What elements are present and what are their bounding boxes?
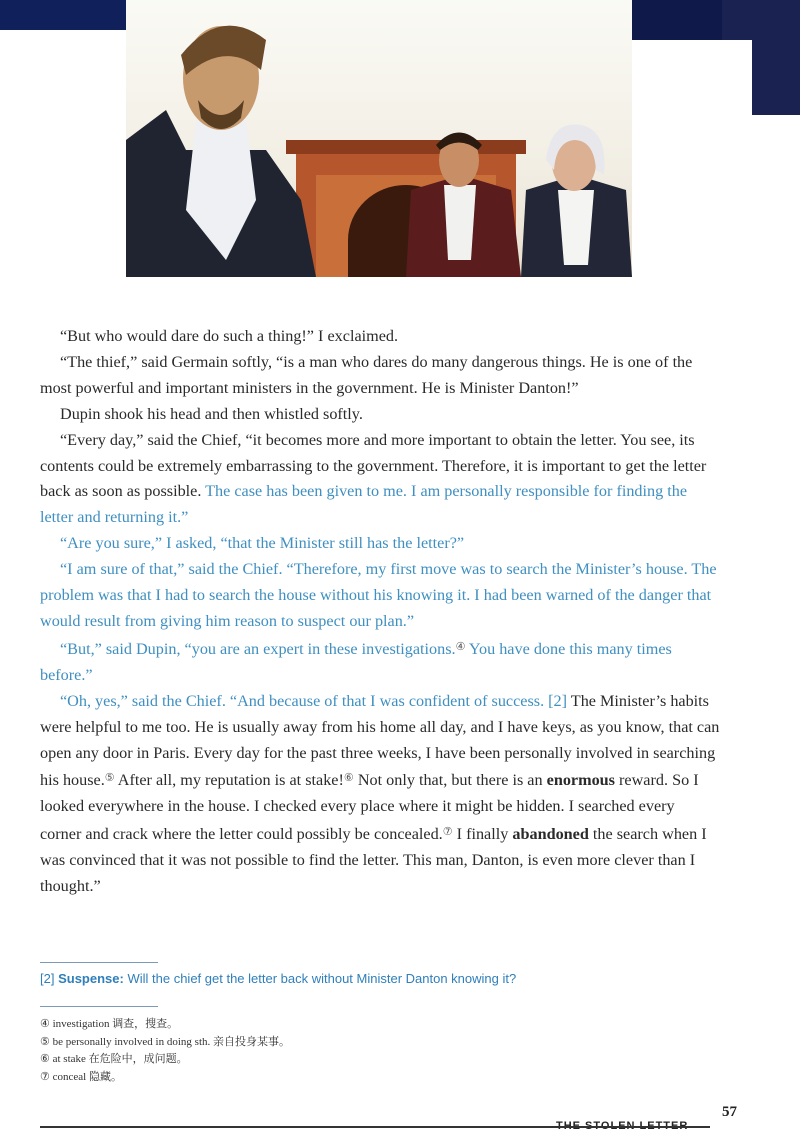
footnote-marker: ⑥ [343, 772, 354, 785]
suspense-label: Suspense: [58, 971, 124, 986]
footnote-marker: ④ [455, 640, 466, 653]
footnote: ④ investigation 调查，搜查。 [40, 1018, 179, 1030]
footer-rule [40, 1126, 710, 1128]
footnote: ⑥ at stake 在危险中，成问题。 [40, 1053, 188, 1065]
suspense-question: Will the chief get the letter back without Minister Danton knowing it? [127, 971, 517, 986]
vocab-word: abandoned [512, 825, 589, 844]
paragraph: “The thief,” said Germain softly, “is a man who dares do many dangerous things. He is one of the most powerful and important ministers in the government. He is Minister Danton!” [40, 352, 693, 397]
footnote-marker: ⑤ [104, 772, 115, 785]
footnotes [40, 1016, 540, 1086]
illustration-graphic [126, 0, 632, 277]
footnote-marker: ⑦ [442, 826, 453, 839]
vocab-word: enormous [546, 771, 615, 790]
footnote: ⑤ be personally involved in doing sth. 亲自投身某事。 [40, 1035, 291, 1048]
suspense-ref: [2] [40, 971, 55, 986]
paragraph: “But who would dare do such a thing!” I exclaimed. [60, 327, 399, 345]
story-illustration [126, 0, 632, 277]
corner-decoration-right [632, 0, 722, 40]
paragraph: “Every day,” said the Chief, “it becomes more and more important to obtain the letter. You see, its contents could be extremely embarrassing to the government. Therefore, it is important to get the letter back as soon as possible. The case has been given to me. I am personally responsible for finding the letter and returning it.” [40, 430, 707, 527]
corner-decoration-left [0, 0, 126, 30]
corner-decoration-gap [722, 40, 752, 115]
highlighted-paragraph: “I am sure of that,” said the Chief. “Therefore, my first move was to search the Minister’s house. The problem was that I had to search the house without his knowing it. I had been warned of the danger that would result from giving him reason to suspect our plan.” [40, 560, 717, 630]
paragraph: Dupin shook his head and then whistled softly. [60, 404, 363, 423]
story-text [40, 324, 720, 900]
highlighted-text: The case has been given to me. I am personally responsible for finding the letter and returning it.” [40, 482, 688, 527]
suspense-reference: [2] [548, 691, 568, 710]
suspense-note [40, 971, 720, 986]
divider [40, 962, 158, 963]
highlighted-paragraph: “Are you sure,” I asked, “that the Minister still has the letter?” [60, 534, 465, 553]
footnote: ⑦ conceal 隐藏。 [40, 1070, 122, 1083]
divider [40, 1006, 158, 1007]
paragraph: “Oh, yes,” said the Chief. “And because of that I was confident of success. [2] The Minister’s habits were helpful to me too. He is usually away from his home all day, and I have keys, as you know, that can open any door in Paris. Every day for the past three weeks, I have been personally involved in searching his house.⑤ After all, my reputation is at stake!⑥ Not only that, but there is an enormous reward. So I looked everywhere in the house. I checked every place where it might be hidden. I searched every corner and crack where the letter could possibly be concealed.⑦ I finally abandoned the search when I was convinced that it was not possible to find the letter. This man, Danton, is even more clever than I thought.” [40, 691, 720, 896]
page-number: 57 [722, 1104, 737, 1120]
highlighted-paragraph: “But,” said Dupin, “you are an expert in these investigations.④ You have done this many times before.” [40, 639, 672, 684]
